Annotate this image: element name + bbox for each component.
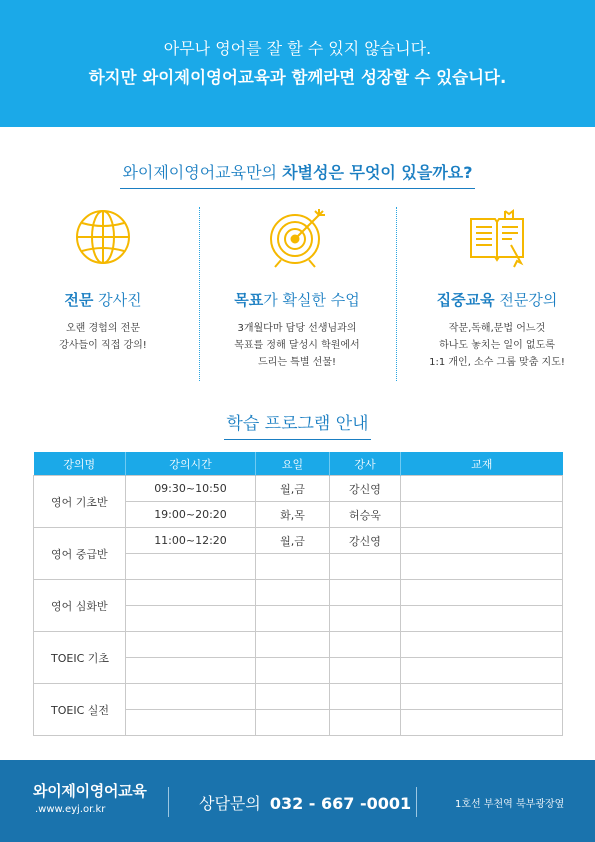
differentiation-heading-prefix: 와이제이영어교육만의 [122,163,283,182]
course-teacher [330,684,401,710]
course-time: 09:30~10:50 [126,476,256,502]
course-day [256,710,330,736]
footer-contact [199,791,411,814]
column-header-teacher: 강사 [330,452,401,476]
footer-url[interactable]: .www.eyj.or.kr [35,804,106,815]
course-teacher: 강신영 [330,528,401,554]
course-day: 월,금 [256,528,330,554]
feature-title-bold: 목표 [234,291,264,309]
feature-description: 작문,독해,문법 어느것 하나도 놓치는 일이 없도록 1:1 개인, 소수 그룹 맞춤 지도! [429,323,565,368]
feature-expert-instructors [23,205,183,354]
course-teacher [330,580,401,606]
course-textbook [401,606,563,632]
column-header-day: 요일 [256,452,330,476]
column-header-time: 강의시간 [126,452,256,476]
course-day: 화,목 [256,502,330,528]
feature-title-bold: 전문 [64,291,94,309]
program-schedule-table [33,452,563,736]
course-teacher [330,658,401,684]
feature-title [417,289,577,310]
course-time: 11:00~12:20 [126,528,256,554]
table-row [34,528,563,554]
course-textbook [401,710,563,736]
column-header-textbook: 교재 [401,452,563,476]
course-teacher [330,632,401,658]
course-textbook [401,580,563,606]
feature-title-bold: 집중교육 [436,291,495,309]
course-day [256,684,330,710]
course-name: TOEIC 실전 [34,684,126,736]
differentiation-heading [0,160,595,189]
table-row [34,684,563,710]
target-icon [265,205,329,269]
course-textbook [401,684,563,710]
hero-banner [0,0,595,127]
course-time [126,710,256,736]
footer-divider [168,787,169,817]
footer-divider [416,787,417,817]
table-row [34,632,563,658]
feature-divider [199,207,200,381]
program-heading [0,409,595,440]
book-icon [465,205,529,269]
feature-title-rest: 전문강의 [494,291,558,309]
course-time: 19:00~20:20 [126,502,256,528]
footer-bar [0,760,595,842]
course-day [256,554,330,580]
feature-description: 3개월다마 담당 선생님과의 목표를 정해 달성시 학원에서 드리는 특별 선물! [234,323,360,368]
course-day [256,658,330,684]
feature-divider [396,207,397,381]
table-row [34,476,563,502]
course-teacher [330,606,401,632]
course-time [126,632,256,658]
course-time [126,580,256,606]
hero-line-1: 아무나 영어를 잘 할 수 있지 않습니다. [163,39,432,58]
feature-description: 오랜 경험의 전문 강사들이 직접 강의! [59,323,147,351]
feature-intensive-lectures [417,205,577,371]
course-day: 월,금 [256,476,330,502]
course-name: 영어 심화반 [34,580,126,632]
column-header-course: 강의명 [34,452,126,476]
course-textbook [401,554,563,580]
course-textbook [401,502,563,528]
course-name: TOEIC 기초 [34,632,126,684]
globe-icon [71,205,135,269]
course-name: 영어 중급반 [34,528,126,580]
course-time [126,606,256,632]
feature-clear-goals [217,205,377,371]
contact-phone[interactable]: 032 - 667 -0001 [269,794,412,813]
course-textbook [401,658,563,684]
course-time [126,554,256,580]
course-teacher: 강신영 [330,476,401,502]
table-header-row [34,452,563,476]
course-day [256,580,330,606]
differentiation-heading-emphasis: 차별성은 무엇이 있을까요? [282,163,473,182]
contact-label: 상담문의 [199,794,261,813]
course-day [256,606,330,632]
course-textbook [401,632,563,658]
hero-line-2: 하지만 와이제이영어교육과 함께라면 성장할 수 있습니다. [88,68,507,87]
course-teacher [330,554,401,580]
course-time [126,658,256,684]
feature-title [23,289,183,310]
course-time [126,684,256,710]
course-textbook [401,476,563,502]
feature-title-rest: 가 확실한 수업 [263,291,360,309]
footer-location: 1호선 부천역 북부광장옆 [455,799,565,810]
feature-title [217,289,377,310]
course-teacher [330,710,401,736]
feature-title-rest: 강사진 [93,291,142,309]
course-teacher: 허승욱 [330,502,401,528]
program-heading-text: 학습 프로그램 안내 [224,409,370,440]
course-name: 영어 기초반 [34,476,126,528]
table-row [34,580,563,606]
course-textbook [401,528,563,554]
footer-brand: 와이제이영어교육 [33,782,147,800]
course-day [256,632,330,658]
